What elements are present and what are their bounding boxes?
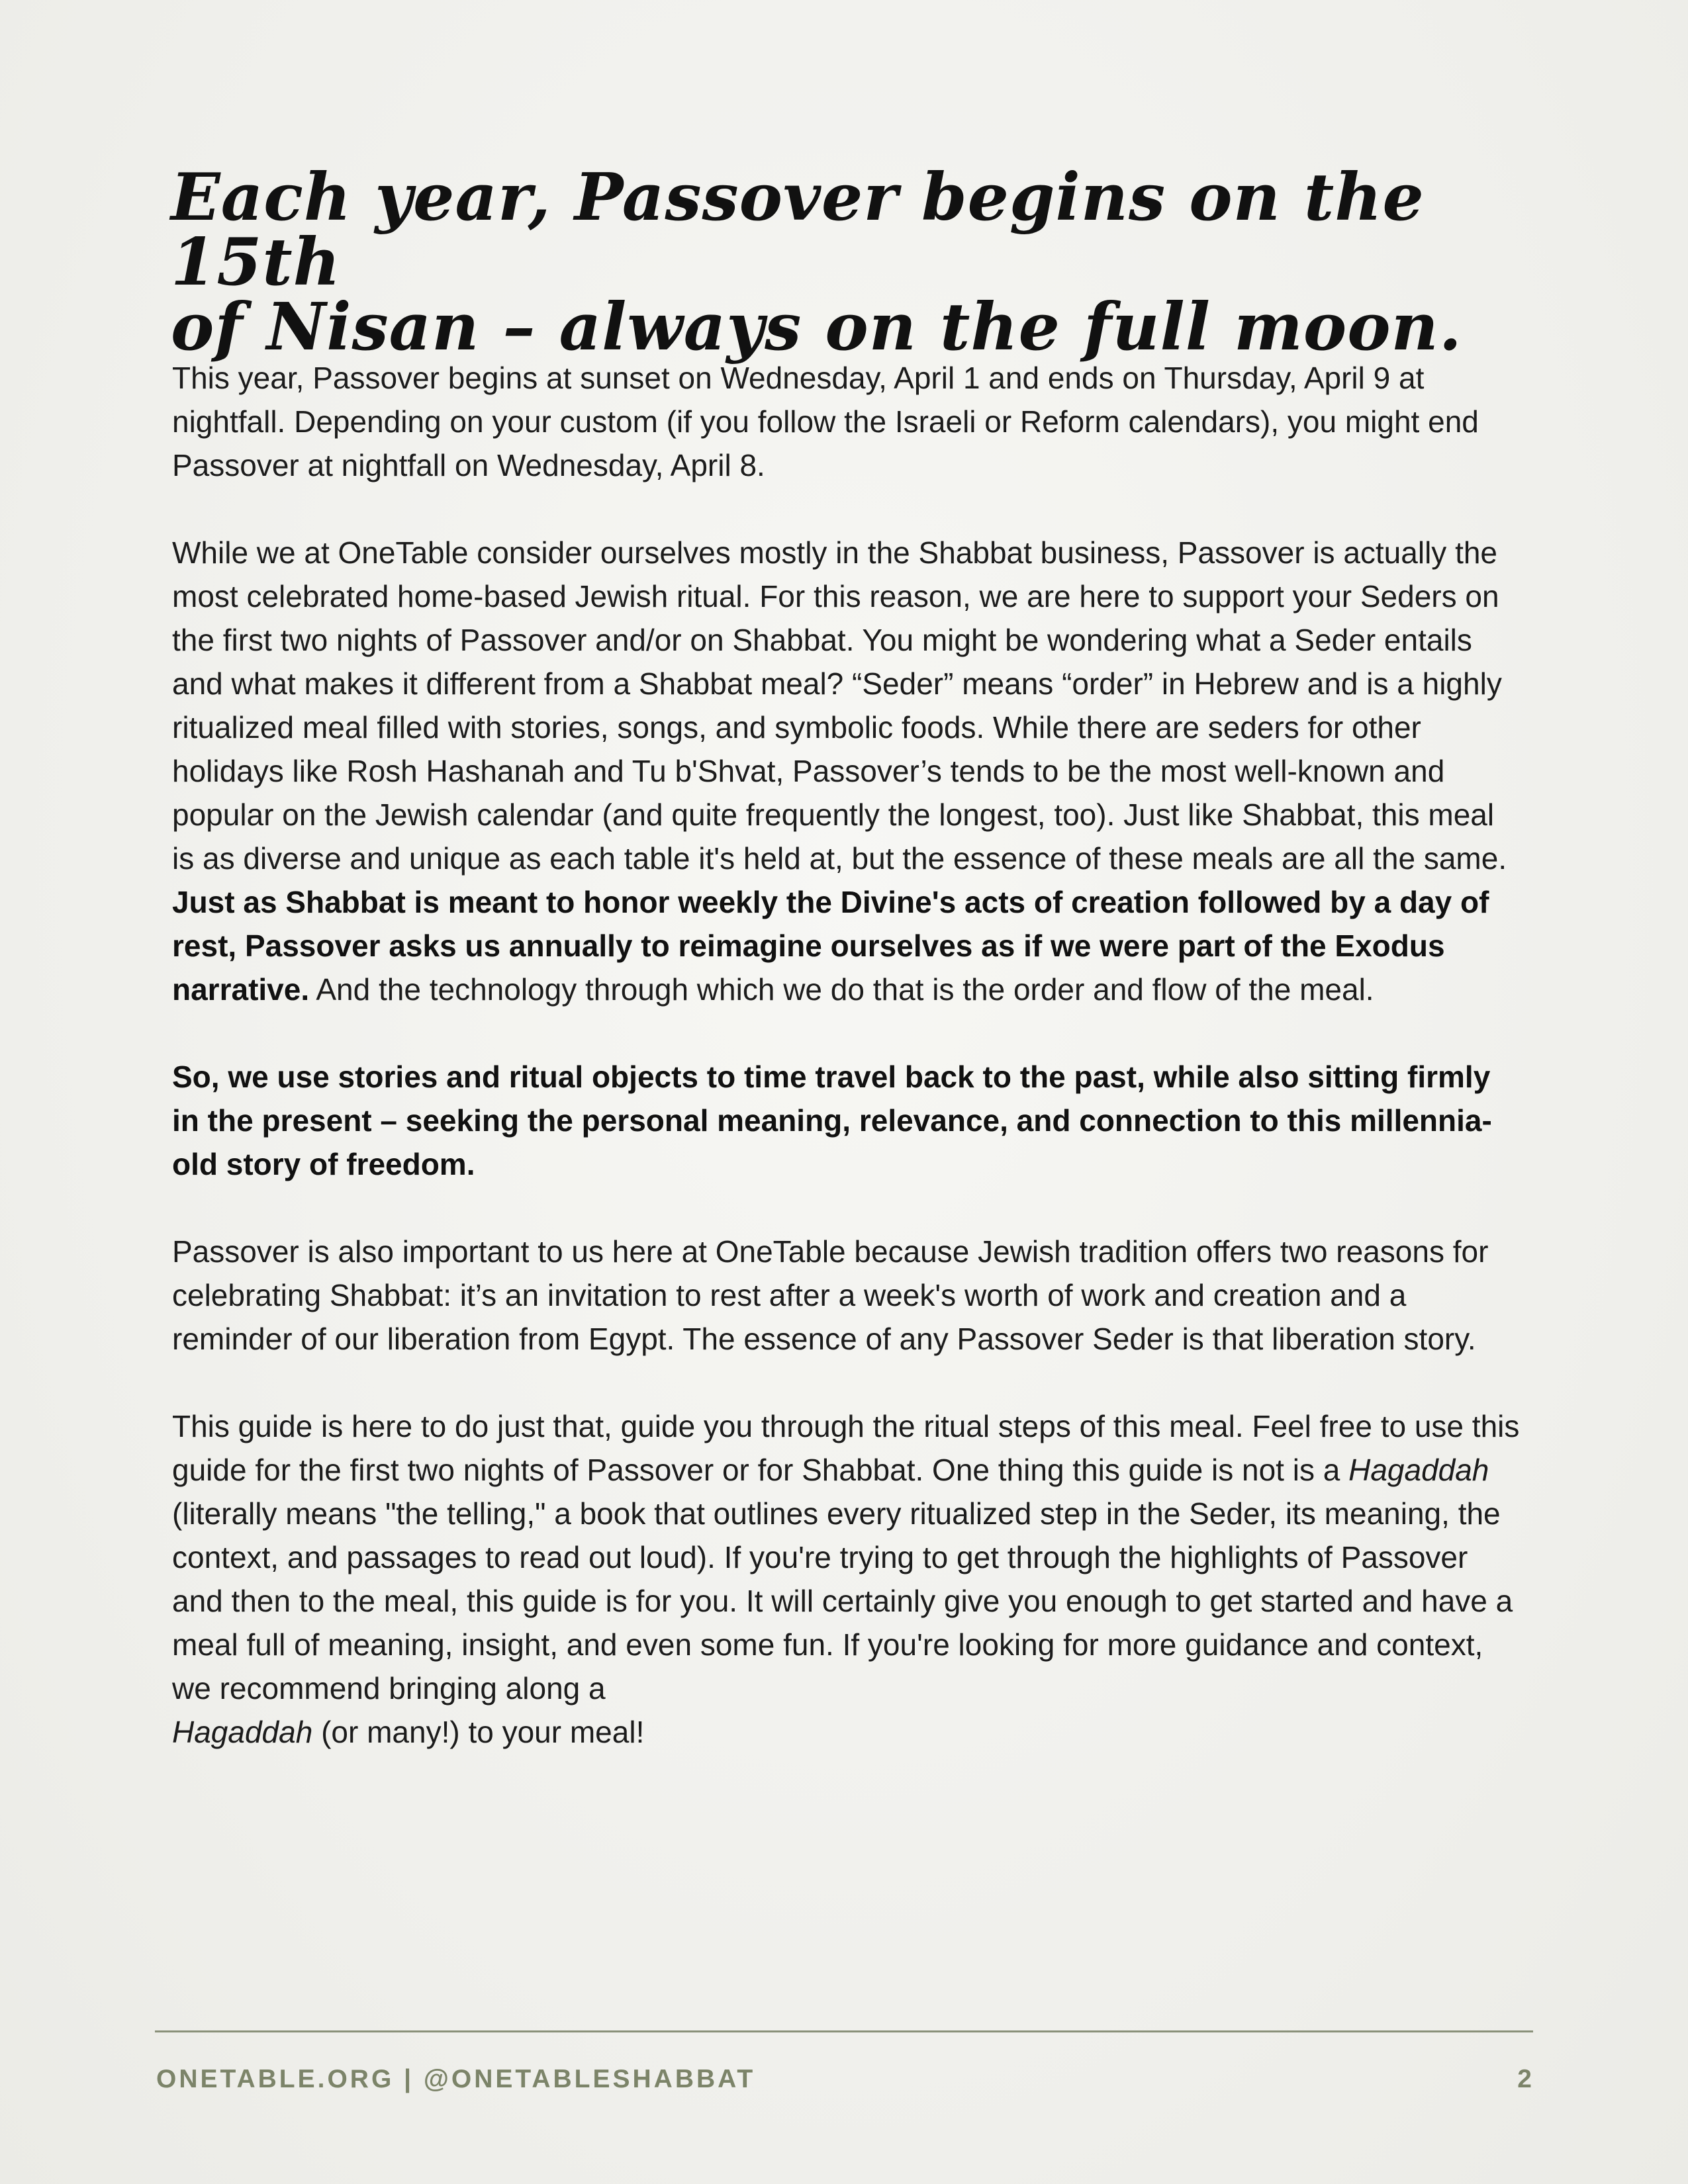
guide-text-b: (literally means "the telling," a book that outlines every ritualized step in the Seder, its meaning, the context, and passages to read out loud). If you're trying to get through the highlights of Passover and then to the meal, this guide is for you. It will certainly give you enough to get started and have a meal full of meaning, insight, and even some fun. If you're looking for more guidance and context, we recommend bringing along a xyxy=(172,1496,1513,1706)
footer-site-handle: ONETABLE.ORG | @ONETABLESHABBAT xyxy=(156,2065,756,2093)
paragraph-time-travel xyxy=(172,1055,1523,1186)
page-number: 2 xyxy=(1517,2065,1532,2093)
guide-text-c: (or many!) to your meal! xyxy=(321,1715,645,1749)
time-travel-bold: So, we use stories and ritual objects to time travel back to the past, while also sitting firmly in the present – seeking the personal meaning, relevance, and connection to this millennia-old story of freedom. xyxy=(172,1060,1492,1181)
heading-line-1: Each year, Passover begins on the 15th xyxy=(171,159,1425,300)
seder-intro-tail: And the technology through which we do that is the order and flow of the meal. xyxy=(316,972,1374,1007)
body-text xyxy=(172,356,1523,1754)
seder-intro-bold: Just as Shabbat is meant to honor weekly the Divine's acts of creation followed by a day of rest, Passover asks us annually to reimagine ourselves as if we were part of the Exodus narrative. xyxy=(172,885,1489,1007)
seder-intro-text: While we at OneTable consider ourselves mostly in the Shabbat business, Passover is actually the most celebrated home-based Jewish ritual. For this reason, we are here to support your Seders on the first two nights of Passover and/or on Shabbat. You might be wondering what a Seder entails and what makes it different from a Shabbat meal? “Seder” means “order” in Hebrew and is a highly ritualized meal filled with stories, songs, and symbolic foods. While there are seders for other holidays like Rosh Hashanah and Tu b'Shvat, Passover’s tends to be the most well-known and popular on the Jewish calendar (and quite frequently the longest, too). Just like Shabbat, this meal is as diverse and unique as each table it's held at, but the essence of these meals are all the same. xyxy=(172,535,1507,876)
paragraph-dates: This year, Passover begins at sunset on Wednesday, April 1 and ends on Thursday, April 9 at nightfall. Depending on your custom (if you follow the Israeli or Reform calendars), you might end Passover at nightfall on Wednesday, April 8. xyxy=(172,361,1479,482)
guide-text-a: This guide is here to do just that, guide you through the ritual steps of this meal. Feel free to use this guide for the first two nights of Passover or for Shabbat. One thing this guide is not is a xyxy=(172,1409,1520,1487)
hagaddah-italic-1: Hagaddah xyxy=(1348,1453,1489,1487)
paragraph-liberation: Passover is also important to us here at OneTable because Jewish tradition offers two reasons for celebrating Shabbat: it’s an invitation to rest after a week's worth of work and creation and a reminder of our liberation from Egypt. The essence of any Passover Seder is that liberation story. xyxy=(172,1234,1489,1356)
hagaddah-italic-2: Hagaddah xyxy=(172,1715,313,1749)
page-heading xyxy=(171,159,1534,365)
heading-line-2: of Nisan – always on the full moon. xyxy=(171,289,1462,365)
footer-divider xyxy=(155,2030,1533,2032)
paragraph-seder-intro xyxy=(172,531,1523,1011)
paragraph-guide xyxy=(172,1404,1523,1754)
